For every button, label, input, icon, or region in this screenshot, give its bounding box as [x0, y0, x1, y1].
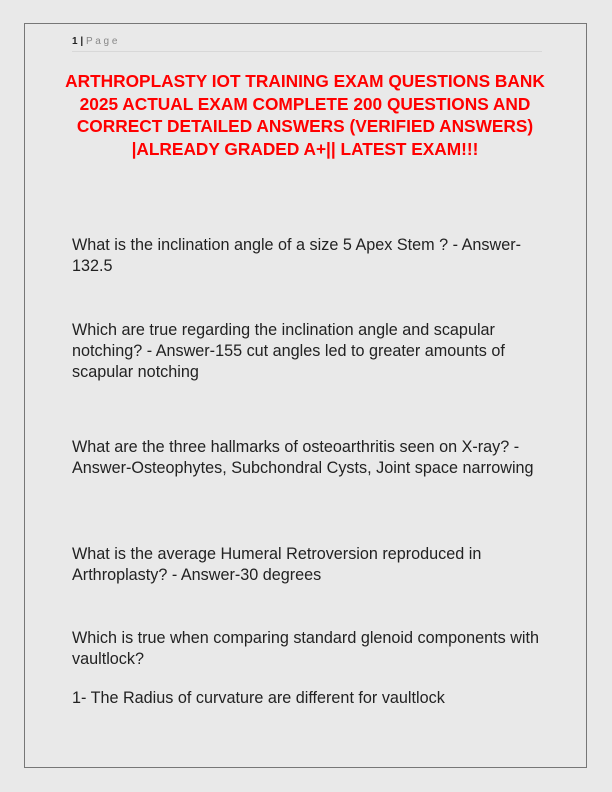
question-1: What is the inclination angle of a size 5 Apex Stem ? - Answer-132.5 — [72, 236, 521, 275]
question-5: Which is true when comparing standard glenoid components with vaultlock? — [72, 629, 539, 668]
question-3: What are the three hallmarks of osteoarthritis seen on X-ray? - Answer-Osteophytes, Subchondral Cysts, Joint space narrowing — [72, 438, 534, 477]
page-number: 1 — [72, 36, 78, 47]
page-header — [72, 36, 542, 52]
question-4: What is the average Humeral Retroversion reproduced in Arthroplasty? - Answer-30 degrees — [72, 545, 482, 584]
question-5-option-1: 1- The Radius of curvature are different for vaultlock — [72, 689, 445, 707]
question-2: Which are true regarding the inclination angle and scapular notching? - Answer-155 cut angles led to greater amounts of scapular notching — [72, 321, 505, 381]
document-title: ARTHROPLASTY IOT TRAINING EXAM QUESTIONS BANK 2025 ACTUAL EXAM COMPLETE 200 QUESTIONS AND CORRECT DETAILED ANSWERS (VERIFIED ANSWERS) |ALREADY GRADED A+|| LATEST EXAM!!! — [65, 71, 545, 159]
header-separator: | — [80, 36, 84, 47]
page-label: P a g e — [85, 36, 118, 47]
